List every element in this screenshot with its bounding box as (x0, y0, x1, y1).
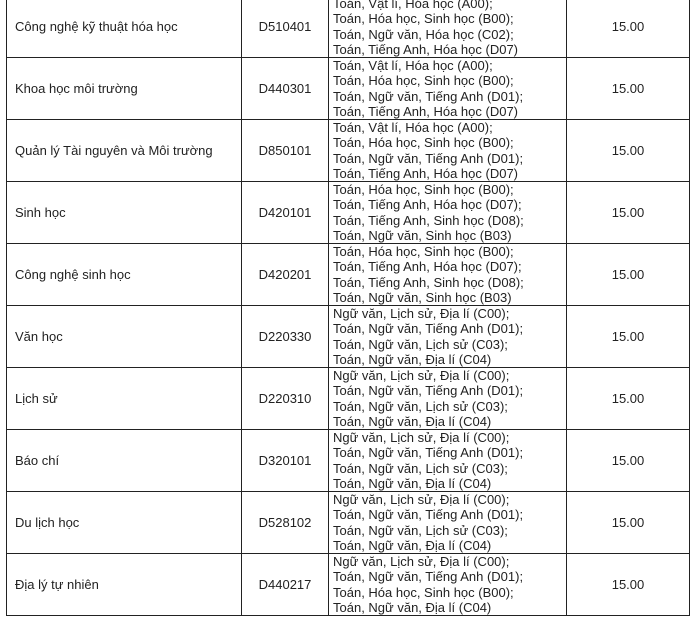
combination-line: Toán, Ngữ văn, Lịch sử (C03); (333, 336, 508, 352)
combination-line: Toán, Ngữ văn, Tiếng Anh (D01); (333, 507, 524, 523)
subject-combinations (329, 244, 567, 306)
combination-line: Toán, Ngữ văn, Địa lí (C04) (333, 351, 492, 367)
cutoff-score: 15.00 (567, 430, 690, 492)
subject-combinations (329, 306, 567, 368)
table-row (7, 368, 690, 430)
major-name: Sinh học (7, 182, 242, 244)
combination-line: Toán, Hóa học, Sinh học (B00); (333, 182, 514, 197)
major-name: Văn học (7, 306, 242, 368)
major-name: Công nghệ kỹ thuật hóa học (7, 0, 242, 58)
major-code: D850101 (242, 120, 329, 182)
major-code: D440301 (242, 58, 329, 120)
major-name: Báo chí (7, 430, 242, 492)
combination-line: Toán, Hóa học, Sinh học (B00); (333, 244, 514, 259)
cutoff-score: 15.00 (567, 244, 690, 306)
combination-line: Toán, Tiếng Anh, Sinh học (D08); (333, 274, 524, 290)
combination-line: Toán, Ngữ văn, Tiếng Anh (D01); (333, 150, 524, 166)
combination-line: Toán, Ngữ văn, Địa lí (C04) (333, 537, 492, 553)
combination-line: Ngữ văn, Lịch sử, Địa lí (C00); (333, 306, 510, 321)
combination-line: Toán, Ngữ văn, Lịch sử (C03); (333, 460, 508, 476)
major-code: D420201 (242, 244, 329, 306)
combination-line: Toán, Ngữ văn, Sinh học (B03) (333, 289, 512, 305)
table-row (7, 492, 690, 554)
major-code: D528102 (242, 492, 329, 554)
cutoff-score: 15.00 (567, 182, 690, 244)
major-name: Địa lý tự nhiên (7, 554, 242, 616)
combination-line: Ngữ văn, Lịch sử, Địa lí (C00); (333, 492, 510, 507)
subject-combinations (329, 120, 567, 182)
combination-line: Toán, Vật lí, Hóa học (A00); (333, 120, 493, 135)
combination-line: Toán, Hóa học, Sinh học (B00); (333, 73, 514, 89)
major-code: D320101 (242, 430, 329, 492)
major-code: D510401 (242, 0, 329, 58)
subject-combinations (329, 430, 567, 492)
cutoff-score: 15.00 (567, 554, 690, 616)
cutoff-score: 15.00 (567, 306, 690, 368)
cutoff-score: 15.00 (567, 368, 690, 430)
major-code: D440217 (242, 554, 329, 616)
combination-line: Toán, Tiếng Anh, Hóa học (D07); (333, 197, 522, 213)
subject-combinations (329, 492, 567, 554)
combination-line: Toán, Vật lí, Hóa học (A00); (333, 58, 493, 73)
table-row (7, 0, 690, 58)
combination-line: Ngữ văn, Lịch sử, Địa lí (C00); (333, 368, 510, 383)
major-name: Lịch sử (7, 368, 242, 430)
combination-line: Toán, Vật lí, Hóa học (A00); (333, 0, 493, 11)
subject-combinations (329, 554, 567, 616)
table-row (7, 244, 690, 306)
combination-line: Toán, Hóa học, Sinh học (B00); (333, 11, 514, 27)
table-row (7, 554, 690, 616)
combination-line: Toán, Tiếng Anh, Hóa học (D07) (333, 103, 519, 119)
combination-line: Toán, Ngữ văn, Tiếng Anh (D01); (333, 569, 524, 585)
combination-line: Toán, Ngữ văn, Tiếng Anh (D01); (333, 445, 524, 461)
major-code: D220310 (242, 368, 329, 430)
cutoff-score: 15.00 (567, 120, 690, 182)
table-row (7, 58, 690, 120)
combination-line: Toán, Ngữ văn, Địa lí (C04) (333, 599, 492, 615)
combination-line: Toán, Ngữ văn, Địa lí (C04) (333, 413, 492, 429)
major-code: D420101 (242, 182, 329, 244)
major-name: Công nghệ sinh học (7, 244, 242, 306)
combination-line: Toán, Ngữ văn, Tiếng Anh (D01); (333, 88, 524, 104)
combination-line: Toán, Ngữ văn, Địa lí (C04) (333, 475, 492, 491)
combination-line: Toán, Hóa học, Sinh học (B00); (333, 584, 514, 600)
major-name: Du lịch học (7, 492, 242, 554)
combination-line: Toán, Ngữ văn, Lịch sử (C03); (333, 398, 508, 414)
combination-line: Toán, Ngữ văn, Tiếng Anh (D01); (333, 383, 524, 399)
table-row (7, 120, 690, 182)
combination-line: Toán, Tiếng Anh, Hóa học (D07) (333, 165, 519, 181)
combination-line: Toán, Ngữ văn, Tiếng Anh (D01); (333, 321, 524, 337)
subject-combinations (329, 0, 567, 58)
table-row (7, 182, 690, 244)
combination-line: Toán, Ngữ văn, Sinh học (B03) (333, 227, 512, 243)
cutoff-score: 15.00 (567, 58, 690, 120)
cutoff-score: 15.00 (567, 492, 690, 554)
combination-line: Toán, Tiếng Anh, Hóa học (D07) (333, 41, 519, 57)
combination-line: Toán, Ngữ văn, Hóa học (C02); (333, 26, 514, 42)
major-name: Khoa học môi trường (7, 58, 242, 120)
subject-combinations (329, 58, 567, 120)
table-row (7, 306, 690, 368)
major-name: Quản lý Tài nguyên và Môi trường (7, 120, 242, 182)
combination-line: Toán, Ngữ văn, Lịch sử (C03); (333, 522, 508, 538)
table-row (7, 430, 690, 492)
combination-line: Toán, Tiếng Anh, Sinh học (D08); (333, 212, 524, 228)
combination-line: Toán, Hóa học, Sinh học (B00); (333, 135, 514, 151)
subject-combinations (329, 368, 567, 430)
combination-line: Toán, Tiếng Anh, Hóa học (D07); (333, 259, 522, 275)
combination-line: Ngữ văn, Lịch sử, Địa lí (C00); (333, 430, 510, 445)
major-code: D220330 (242, 306, 329, 368)
subject-combinations (329, 182, 567, 244)
cutoff-score: 15.00 (567, 0, 690, 58)
combination-line: Ngữ văn, Lịch sử, Địa lí (C00); (333, 554, 510, 569)
